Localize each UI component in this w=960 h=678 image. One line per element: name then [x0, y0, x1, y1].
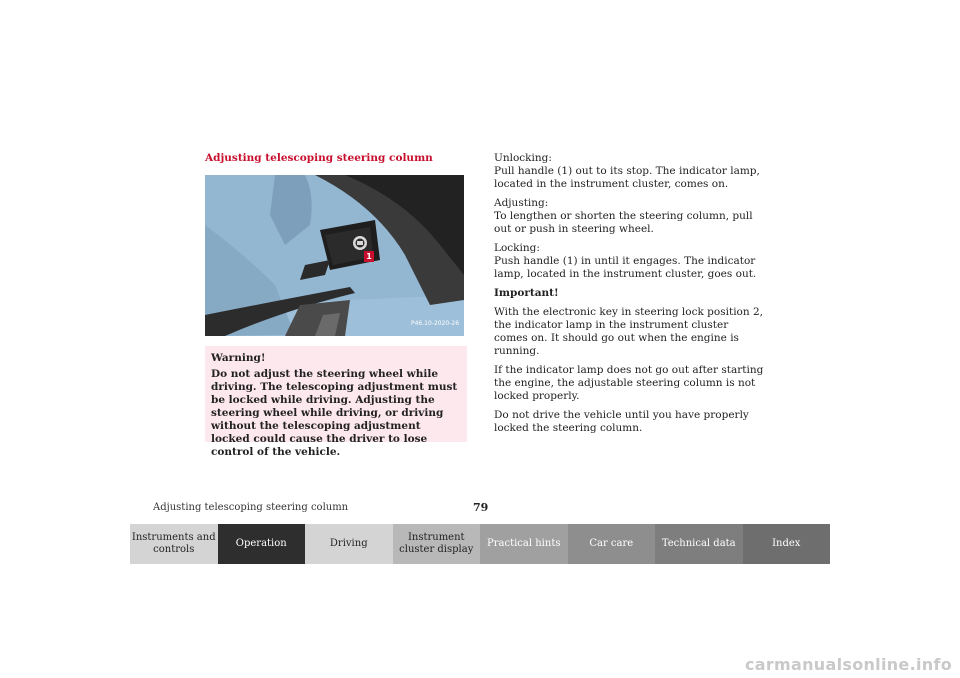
adjusting-label: Adjusting:	[494, 197, 549, 209]
steering-column-illustration	[205, 175, 464, 336]
adjusting-text: To lengthen or shorten the steering column, pull out or push in steering wheel.	[494, 210, 753, 235]
tab-instrument-cluster-display[interactable]: Instrument cluster display	[393, 524, 481, 564]
important-paragraph-3: Do not drive the vehicle until you have properly locked the steering column.	[494, 409, 749, 434]
chapter-nav-bar	[130, 524, 830, 564]
unlocking-text: Pull handle (1) out to its stop. The indicator lamp, located in the instrument cluster, comes on.	[494, 165, 760, 190]
important-paragraph-2: If the indicator lamp does not go out after starting the engine, the adjustable steering column is not locked properly.	[494, 364, 764, 402]
important-label: Important!	[494, 287, 559, 299]
tab-operation[interactable]: Operation	[218, 524, 306, 564]
site-watermark: carmanualsonline.info	[744, 655, 952, 674]
warning-title: Warning!	[211, 352, 266, 364]
steering-column-drawing	[205, 175, 464, 336]
unlocking-label: Unlocking:	[494, 152, 552, 164]
warning-text: Do not adjust the steering wheel while driving. The telescoping adjustment must be locked while driving. Adjusting the steering wheel while driving, or driving without the telescoping adjustment locked could cause the driver to lose control of the vehicle.	[211, 368, 458, 458]
section-heading: Adjusting telescoping steering column	[205, 152, 433, 164]
unlocking-paragraph	[494, 152, 764, 191]
locking-label: Locking:	[494, 242, 540, 254]
tab-driving[interactable]: Driving	[305, 524, 393, 564]
locking-text: Push handle (1) in until it engages. The indicator lamp, located in the instrument cluster, goes out.	[494, 255, 757, 280]
warning-box	[205, 346, 467, 458]
footer-section-title: Adjusting telescoping steering column	[153, 502, 349, 513]
adjusting-paragraph	[494, 197, 764, 236]
callout-marker: 1	[364, 251, 374, 262]
important-paragraph-1: With the electronic key in steering lock position 2, the indicator lamp in the instrument cluster comes on. It should go out when the engine is running.	[494, 306, 763, 357]
tab-practical-hints[interactable]: Practical hints	[480, 524, 568, 564]
tab-index[interactable]: Index	[743, 524, 831, 564]
tab-car-care[interactable]: Car care	[568, 524, 656, 564]
page-number: 79	[473, 501, 489, 514]
instructions-column	[494, 152, 764, 441]
locking-paragraph	[494, 242, 764, 281]
tab-instruments-and-controls[interactable]: Instruments and controls	[130, 524, 218, 564]
figure-code: P46.10-2020-26	[411, 320, 460, 327]
tab-technical-data[interactable]: Technical data	[655, 524, 743, 564]
